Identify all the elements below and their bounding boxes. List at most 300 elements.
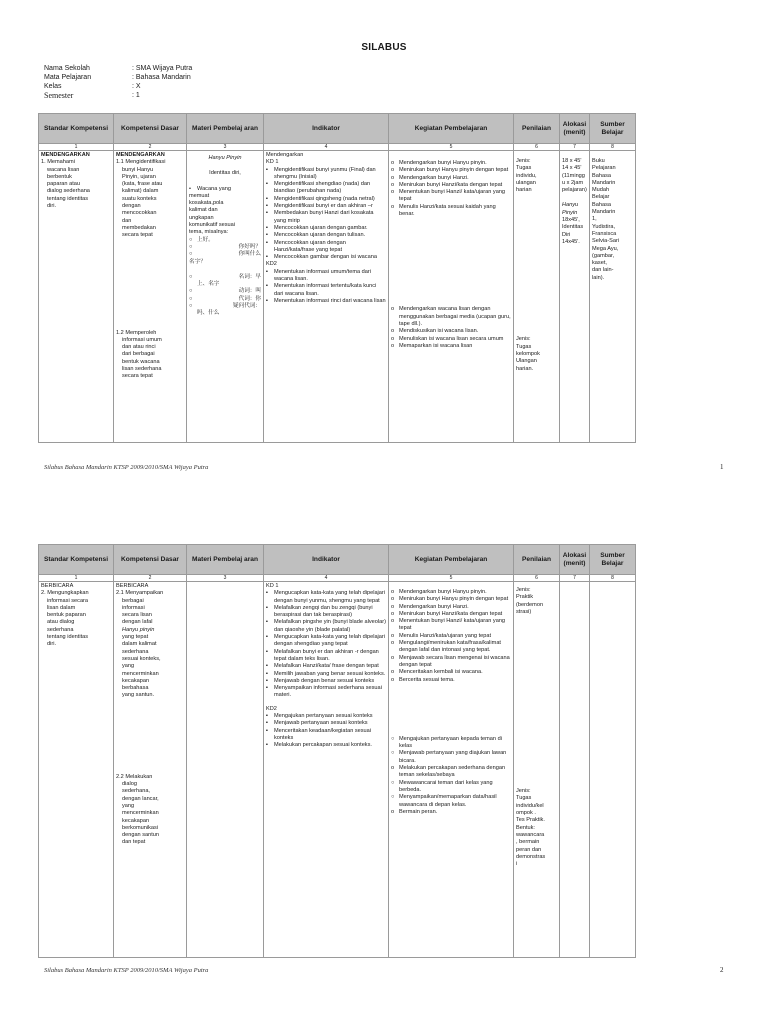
kegiatan-item: ○ Menyampaikan/memaparkan data/hasil wawancara di depan kelas. (391, 794, 511, 809)
indikator-line: Mengajukan pertanyaan sesuai konteks (274, 713, 373, 720)
kegiatan-line: Melakukan percakapan sederhana dengan teman sekelas/sebaya (399, 765, 506, 779)
header-row (39, 545, 636, 575)
kegiatan-line: Menceritakan kembali isi wacana. (399, 669, 483, 676)
kd-line: kecakapan (122, 677, 150, 684)
sk-heading: BERBICARA (41, 583, 74, 589)
cell-kompetensi-dasar (114, 151, 187, 443)
materi-line: ungkapan (189, 214, 214, 221)
page-number: 2 (720, 966, 724, 974)
materi-line: 上好。 (197, 236, 214, 243)
indikator-item: ▪ Mengidentifikasi bunyi er dan akhiran –r (266, 203, 386, 210)
kegiatan-item: ○ Mengajukan pertanyaan kepada teman di kelas (391, 736, 511, 751)
kegiatan-line: Menirukan bunyi Hanyu pinyin dengan tepat (399, 167, 509, 174)
content-row (39, 582, 636, 958)
kd-line: secara lisan (122, 612, 152, 619)
header-sumber: Sumber Belajar (590, 545, 636, 575)
penilaian-line: ompok . (516, 810, 536, 817)
kegiatan-item: o Menulis Hanzi/kata sesuai kaidah yang benar. (391, 204, 511, 219)
indikator-line: Melafalkan zengqi dan bu zengqi (bunyi beraspirasi dan tak beraspirasi) (274, 604, 373, 619)
document-page-1 (0, 0, 768, 500)
materi-bullet: ○ 代词：你 (189, 295, 261, 302)
cell-kompetensi-dasar (114, 582, 187, 958)
indikator-item: ▪ Memilih jawaban yang benar sesuai konteks. (266, 670, 386, 677)
indikator-item: ▪ Mengidentifikasi bunyi yunmu (Final) dan shengmu (Inisial) (266, 167, 386, 182)
cell-materi (187, 582, 264, 958)
kegiatan-item: o Mendiskusikan isi wacana lisan. (391, 328, 511, 335)
cell-sumber (590, 151, 636, 443)
sumber-line: Bahasa (592, 201, 611, 208)
penilaian-line: wawancara (516, 831, 545, 838)
penilaian-line: (berdemon (516, 601, 544, 608)
sumber-line: Mudah (592, 187, 610, 194)
indikator-line: Menjawab pertanyaan sesuai konteks (274, 720, 368, 727)
header-kegiatan: Kegiatan Pembelajaran (389, 114, 514, 144)
kd-line: sederhana, (122, 788, 150, 795)
penilaian-line: Tugas (516, 343, 532, 350)
indikator-line: Mencocokkan ujaran dengan tulisan. (274, 232, 366, 239)
kd-line: kalimat) dalam (122, 188, 159, 195)
sumber-line: dan lain- (592, 267, 614, 274)
kd-line: berbagai (122, 597, 144, 604)
indikator-item: ▪ Menceritakan keadaan/kegiatan sesuai konteks (266, 728, 386, 743)
kd-line: dengan (122, 203, 141, 210)
syllabus-table-page-2 (38, 544, 636, 958)
indikator-item: ▪ Mengucapkan kata-kata yang telah dipelajari dengan bunyi yunmu, shengmu yang tepat (266, 590, 386, 604)
sk-line: diri. (47, 203, 57, 210)
penilaian-line: harian. (516, 365, 534, 372)
kd-line: informasi umum (122, 336, 162, 343)
column-number: 2 (114, 144, 187, 151)
column-number: 4 (264, 575, 389, 582)
indikator-item: ▪ Mengidentifikasi shengdiao (nada) dan biandiao (perubahan nada) (266, 181, 386, 196)
kegiatan-line: Menyampaikan/memaparkan data/hasil wawancara di depan kelas. (399, 794, 497, 808)
kegiatan-item: o Menjawab secara lisan mengenai isi wacana dengan tepat (391, 654, 510, 668)
content-row (39, 151, 636, 443)
column-number: 8 (590, 575, 636, 582)
kd-line: dan (122, 217, 132, 224)
cell-alokasi (560, 582, 590, 958)
kd-line: suatu konteks (122, 195, 157, 202)
penilaian-line: Bentuk: (516, 824, 535, 831)
sk-heading: MENDENGARKAN (41, 152, 90, 158)
header-materi: Materi Pembelaj aran (187, 545, 264, 575)
kegiatan-item: o Menirukan bunyi Hanyu pinyin dengan tepat (391, 167, 511, 174)
cell-indikator (264, 582, 389, 958)
kd-line: 2.2 Melakukan (116, 773, 153, 780)
kd-line: mencocokkan (122, 210, 157, 217)
materi-line: 疑问代词： (233, 303, 261, 310)
sk-line: atau dialog (47, 619, 75, 626)
alokasi-line: 18x45', (562, 217, 580, 224)
kd-line: bunyi Hanyu (122, 166, 154, 173)
sumber-line: Pelajaran (592, 165, 616, 172)
column-number: 8 (590, 144, 636, 151)
cell-standar-kompetensi (39, 151, 114, 443)
kegiatan-item: o Menulis Hanzi/kata/ujaran yang tepat (391, 633, 511, 640)
kd-line: berbahasa (122, 685, 149, 692)
kd-line: dengan lancar, (122, 795, 159, 802)
kd-line: kecakapan (122, 817, 150, 824)
meta-row (44, 91, 192, 100)
header-standar-kompetensi: Standar Kompetensi (39, 114, 114, 144)
materi-bullet: ○ 你叫什么 (189, 251, 261, 258)
kegiatan-item: ○ Menjawab pertanyaan yang diajukan lawan bicara. (391, 750, 511, 765)
meta-row (44, 73, 192, 82)
materi-line: Hanyu Pinyin (208, 155, 242, 161)
header-row (39, 114, 636, 144)
indikator-line: Melakukan percakapan sesuai konteks. (274, 742, 372, 749)
materi-line: Identitas diri, (209, 170, 241, 177)
sumber-line: kaset, (592, 260, 607, 267)
kegiatan-line: Mendengarkan bunyi Hanyu pinyin. (399, 589, 487, 595)
sumber-line: 1, (592, 216, 597, 223)
column-number-row (39, 575, 636, 582)
penilaian-line: demonstras (516, 853, 546, 860)
indikator-item: ▪ Melafalkan bunyi er dan akhiran -r dengan tepat dalam teks lisan. (266, 649, 386, 664)
meta-key: Mata Pelajaran (44, 74, 92, 81)
indikator-line: Mencocokkan gambar dengan isi wacana (274, 254, 377, 261)
materi-line: memuat (189, 192, 210, 199)
kd-line: yang (122, 663, 135, 670)
kd-line: bentuk wacana (122, 358, 160, 365)
indikator-line: Mendengarkan (266, 152, 304, 158)
page-number: 1 (720, 463, 724, 471)
kegiatan-item: o Menentukan bunyi Hanzi/ kata/ujaran yang tepat (391, 618, 511, 633)
kegiatan-line: Menentukan bunyi Hanzi/ kata/ujaran yang tepat (399, 189, 506, 203)
sk-line: dialog sederhana (47, 188, 90, 195)
kegiatan-item: o Menuliskan isi wacana lisan secara umum (391, 336, 511, 343)
kegiatan-line: Mendiskusikan isi wacana lisan. (399, 328, 479, 335)
indikator-line: Melafalkan Hanzi/kata/ frase dengan tepat (274, 663, 379, 670)
sk-line: paparan atau (47, 181, 80, 188)
sumber-line: Bahasa (592, 172, 611, 179)
indikator-line: Mencocokkan ujaran dengan gambar. (274, 224, 368, 231)
header-kompetensi-dasar: Kompetensi Dasar (114, 114, 187, 144)
column-number: 2 (114, 575, 187, 582)
kegiatan-line: Mengulangi/menirukan kata/frasa/kalimat dengan lafal dan intonasi yang tepat. (399, 640, 501, 654)
column-number: 3 (187, 144, 264, 151)
penilaian-line: harian (516, 187, 532, 194)
column-number: 3 (187, 575, 264, 582)
header-alokasi: Alokasi (menit) (560, 545, 590, 575)
kd-line: mencerminkan (122, 810, 159, 817)
sk-line: 2. Mengungkapkan (41, 590, 89, 597)
penilaian-line: strasi) (516, 608, 532, 615)
indikator-line: Mencocokkan ujaran dengan Hanzi/kata/frase yang tepat (274, 239, 346, 253)
indikator-line: Memilih jawaban yang benar sesuai konteks. (274, 670, 386, 677)
materi-bullet: ○ 疑问代词： (189, 303, 261, 310)
indikator-line: Menentukan informasi tertentu/kata kunci dari wacana lisan. (274, 283, 377, 297)
indikator-item: ▪ Melafalkan pingshe yin (bunyi blade alveolar) dan qiaoshe yin (blade palatal) (266, 619, 386, 633)
meta-value: : Bahasa Mandarin (132, 74, 191, 81)
penilaian-line: ulangan (516, 179, 536, 186)
sk-line: 1. Memahami (41, 159, 75, 166)
column-number: 1 (39, 144, 114, 151)
indikator-line: Membedakan bunyi Hanzi dari kosakata yang mirip (274, 210, 374, 224)
materi-line: tema, misalnya: (189, 229, 229, 236)
header-alokasi: Alokasi (menit) (560, 114, 590, 144)
alokasi-line: Hanyu (562, 202, 579, 209)
indikator-line: Mengucapkan kata-kata yang telah dipelajari dengan shengdiao yang tepat (274, 634, 386, 648)
meta-key: Nama Sekolah (44, 65, 90, 72)
kd-line: dengan santun (122, 832, 160, 839)
column-number: 5 (389, 144, 514, 151)
kegiatan-line: Menirukan bunyi Hanzi/kata dengan tepat (399, 610, 503, 617)
indikator-item: ▪ Menyampaikan informasi sederhana sesuai materi. (266, 685, 386, 700)
kegiatan-line: Bermain peran. (399, 808, 438, 815)
indikator-item: ▪ Mengidentifikasi qingsheng (nada netral) (266, 196, 386, 203)
kegiatan-line: Menirukan bunyi Hanzi/kata dengan tepat (399, 181, 503, 188)
meta-row (44, 82, 192, 91)
column-number: 7 (560, 575, 590, 582)
indikator-line: Menjawab dengan benar sesuai konteks (274, 677, 375, 684)
kd-line: yang (122, 802, 135, 809)
penilaian-line: Tugas (516, 165, 532, 172)
materi-bullet: ○ 名词：早 (189, 273, 261, 280)
indikator-item: ▪ Mencocokkan gambar dengan isi wacana (266, 254, 386, 261)
indikator-line: Mengidentifikasi bunyi yunmu (Final) dan shengmu (Inisial) (274, 166, 376, 180)
kd-heading: MENDENGARKAN (116, 152, 165, 158)
kd-line: berkomunikasi (122, 824, 159, 831)
meta-value: : SMA Wijaya Putra (132, 65, 193, 72)
kegiatan-item: o Mendengarkan bunyi Hanzi. (391, 604, 511, 611)
kegiatan-item: o Mendengarkan bunyi Hanzi. (391, 175, 511, 182)
page-footer: Silabus Bahasa Mandarin KTSP 2009/2010/SMA Wijaya Putra (44, 464, 209, 471)
column-number: 1 (39, 575, 114, 582)
sumber-line: lain). (592, 274, 605, 281)
indikator-item: ▪ Mencocokkan ujaran dengan Hanzi/kata/frase yang tepat (266, 240, 386, 255)
materi-bullet: ○ 你好吗？ (189, 243, 261, 250)
cell-penilaian (514, 582, 560, 958)
sk-line: tentang identitas (47, 195, 89, 202)
sumber-line: Mandarin (592, 209, 616, 216)
indikator-line: Mengidentifikasi bunyi er dan akhiran –r (274, 203, 373, 210)
kegiatan-line: Menulis Hanzi/kata sesuai kaidah yang benar. (399, 203, 496, 218)
indikator-item: ▪ Melafalkan Hanzi/kata/ frase dengan tepat (266, 663, 386, 670)
kd-line: 1.1 Mengidentifikasi (116, 159, 166, 166)
meta-value: : 1 (132, 92, 140, 99)
kd-line: mencerminkan (122, 670, 159, 677)
penilaian-line: Jenis: (516, 587, 531, 593)
kd-line: sederhana (122, 648, 149, 655)
materi-line: 名字？ (189, 258, 206, 265)
materi-line: 名词：早 (238, 273, 261, 280)
kegiatan-line: Menentukan bunyi Hanzi/ kata/ujaran yang tepat (399, 618, 506, 632)
penilaian-line: kelompok (516, 351, 540, 358)
kd-line: secara tepat (122, 232, 153, 239)
kd-line: membedakan (122, 224, 156, 231)
sumber-line: Buku (592, 158, 605, 164)
indikator-line: Melafalkan bunyi er dan akhiran -r dengan tepat dalam teks lisan. (274, 648, 379, 662)
kd-heading: BERBICARA (116, 583, 149, 589)
kegiatan-line: Menjawab secara lisan mengenai isi wacana dengan tepat (399, 654, 510, 668)
cell-indikator (264, 151, 389, 443)
materi-line: 动词：叫 (238, 288, 261, 295)
meta-key: Semester (44, 91, 74, 100)
kd-line: yang tepat (122, 634, 149, 641)
materi-line: 吗、什么 (197, 310, 220, 317)
sumber-line: Belajar (592, 194, 610, 201)
indikator-item: ▪ Membedakan bunyi Hanzi dari kosakata yang mirip (266, 210, 386, 225)
kegiatan-item: o Bermain peran. (391, 809, 511, 816)
sk-line: sederhana (47, 626, 74, 633)
header-sumber: Sumber Belajar (590, 114, 636, 144)
materi-line: komunikatif sesuai (189, 222, 236, 229)
kegiatan-line: Menjawab pertanyaan yang diajukan lawan bicara. (399, 750, 507, 764)
column-number: 7 (560, 144, 590, 151)
kegiatan-item: o Menirukan bunyi Hanzi/kata dengan tepat (391, 611, 511, 618)
kd-line: (kata, frase atau (122, 181, 163, 188)
meta-value: : X (132, 83, 141, 90)
sumber-line: Selvia-Sari (592, 238, 620, 245)
cell-penilaian (514, 151, 560, 443)
penilaian-line: Jenis: (516, 788, 531, 795)
indikator-item: ▪ Menjawab dengan benar sesuai konteks (266, 678, 386, 685)
kegiatan-line: Memaparkan isi wacana lisan (399, 342, 473, 349)
indikator-line: Mengucapkan kata-kata yang telah dipelajari dengan bunyi yunmu, shengmu yang tepat (274, 590, 386, 604)
alokasi-line: Pinyin (562, 209, 578, 216)
column-number: 4 (264, 144, 389, 151)
cell-standar-kompetensi (39, 582, 114, 958)
kegiatan-item: o Mengulangi/menirukan kata/frasa/kalimat dengan lafal dan intonasi yang tepat. (391, 640, 511, 655)
materi-bullet: ○ 上好。 (189, 237, 261, 244)
kegiatan-item: o Menirukan bunyi Hanzi/kata dengan tepat (391, 182, 511, 189)
indikator-line: Mengidentifikasi qingsheng (nada netral) (274, 195, 375, 202)
kd-line: informasi (122, 604, 145, 611)
penilaian-line: Tes Praktik. (516, 817, 545, 824)
sk-line: informasi secara (47, 597, 89, 604)
kd-line: dari berbagai (122, 351, 155, 358)
penilaian-line: Jenis: (516, 336, 531, 343)
page-footer: Silabus Bahasa Mandarin KTSP 2009/2010/SMA Wijaya Putra (44, 967, 209, 974)
kegiatan-line: Menirukan bunyi Hanyu pinyin dengan tepat (399, 596, 509, 603)
sk-line: lisan dalam (47, 604, 76, 611)
kegiatan-item: o Menceritakan kembali isi wacana. (391, 669, 511, 676)
penilaian-line: peran dan (516, 846, 542, 853)
header-indikator: Indikator (264, 114, 389, 144)
indikator-item: ▪ Mengajukan pertanyaan sesuai konteks (266, 713, 386, 720)
indikator-line: KD 1 (266, 583, 279, 589)
header-standar-kompetensi: Standar Kompetensi (39, 545, 114, 575)
kegiatan-item: o Bercerita sesuai tema. (391, 677, 511, 684)
kd-line: Hanyu pinyin (122, 626, 155, 633)
cell-kegiatan (389, 151, 514, 443)
indikator-item: ▪ Mencocokkan ujaran dengan gambar. (266, 225, 386, 232)
sk-line: diri. (47, 641, 57, 648)
alokasi-line: 18 x 45' (562, 158, 582, 164)
header-penilaian: Penilaian (514, 545, 560, 575)
indikator-item: ▪ Mencocokkan ujaran dengan tulisan. (266, 232, 386, 239)
sumber-line: Yudistira, (592, 223, 616, 230)
materi-line: kalimat dan (189, 207, 218, 214)
alokasi-line: Diri (562, 231, 571, 238)
indikator-item: ▪ Menjawab pertanyaan sesuai konteks (266, 720, 386, 727)
indikator-line: Menceritakan keadaan/kegiatan sesuai konteks (274, 727, 372, 741)
materi-line: 你好吗？ (238, 243, 261, 250)
indikator-line: Mengidentifikasi shengdiao (nada) dan biandiao (perubahan nada) (274, 181, 371, 195)
kd-line: secara tepat (122, 373, 153, 380)
indikator-line: Menentukan informasi rinci dari wacana lisan (274, 297, 386, 304)
kd-line: 2.1 Menyampaikan (116, 590, 164, 597)
column-number: 6 (514, 144, 560, 151)
kegiatan-item: o Mendengarkan bunyi Hanyu pinyin. (391, 160, 511, 167)
kd-line: lisan sederhana (122, 366, 162, 373)
alokasi-line: Identitas (562, 224, 584, 231)
kd-line: dan tepat (122, 839, 146, 846)
penilaian-line: Jenis: (516, 158, 531, 164)
kd-line: yang santun. (122, 692, 155, 699)
indikator-line: Menyampaikan informasi sederhana sesuai materi. (274, 685, 382, 699)
kd-line: sesuai konteks, (122, 655, 161, 662)
alokasi-line: 14 x 45' (562, 165, 582, 172)
kd-line: dengan lafal (122, 619, 153, 626)
header-materi: Materi Pembelaj aran (187, 114, 264, 144)
document-page-2 (0, 500, 768, 1024)
kd-line: dalam kalimat (122, 641, 157, 648)
indikator-item: ▪ Mengucapkan kata-kata yang telah dipelajari dengan shengdiao yang tepat (266, 634, 386, 648)
kd-line: 1.2 Memperoleh (116, 329, 157, 336)
cell-sumber (590, 582, 636, 958)
kd-line: Pinyin, ujaran (122, 173, 156, 180)
indikator-item: ▪ Melakukan percakapan sesuai konteks. (266, 742, 386, 749)
sumber-line: Fransisca (592, 230, 617, 237)
indikator-item: ▪ Melafalkan zengqi dan bu zengqi (bunyi beraspirasi dan tak beraspirasi) (266, 605, 386, 620)
cell-materi (187, 151, 264, 443)
materi-line: 你叫什么 (238, 251, 261, 258)
alokasi-line: u x 2jam (562, 179, 584, 186)
cell-kegiatan (389, 582, 514, 958)
indikator-line: Melafalkan pingshe yin (bunyi blade alveolar) dan qiaoshe yin (blade palatal) (274, 619, 386, 633)
header-indikator: Indikator (264, 545, 389, 575)
materi-line: 代词：你 (238, 295, 261, 302)
penilaian-line: individu/kel (516, 802, 544, 809)
indikator-item: ▪ Menentukan informasi tertentu/kata kunci dari wacana lisan. (266, 283, 386, 298)
header-kegiatan: Kegiatan Pembelajaran (389, 545, 514, 575)
header-penilaian: Penilaian (514, 114, 560, 144)
kegiatan-line: Bercerita sesuai tema. (399, 676, 455, 683)
document-title: SILABUS (361, 42, 407, 53)
meta-row (44, 64, 192, 73)
kegiatan-item: ○ Mewawancarai teman dari kelas yang berbeda. (391, 780, 511, 795)
kegiatan-line: Mendengarkan wacana lisan dengan menggunakan berbagai media (ucapan guru, tape dll.). (399, 306, 511, 327)
column-number: 5 (389, 575, 514, 582)
kd-line: dan atau rinci (122, 344, 156, 351)
alokasi-line: 14x45'. (562, 238, 580, 245)
sumber-line: Mandarin (592, 179, 616, 186)
kegiatan-item: o Mendengarkan bunyi Hanyu pinyin. (391, 589, 511, 596)
sk-line: wacana lisan (47, 166, 80, 173)
kegiatan-line: Mengajukan pertanyaan kepada teman di kelas (399, 735, 502, 750)
kegiatan-item: o Memaparkan isi wacana lisan (391, 343, 511, 350)
kegiatan-line: Mendengarkan bunyi Hanzi. (399, 603, 469, 610)
syllabus-table-page-1 (38, 113, 636, 443)
materi-bullet: ○ 动词：叫 (189, 288, 261, 295)
meta-key: Kelas (44, 83, 62, 90)
penilaian-line: Tugas (516, 795, 532, 802)
sk-line: tentang identitas (47, 634, 89, 641)
indikator-line: Menentukan informasi umum/tema dari wacana lisan. (274, 268, 372, 283)
indikator-item: ▪ Menentukan informasi rinci dari wacana lisan (266, 297, 386, 304)
penilaian-line: Ulangan (516, 358, 537, 365)
kegiatan-line: Mendengarkan bunyi Hanzi. (399, 174, 469, 181)
indikator-line: KD2 (266, 261, 277, 268)
indikator-line: KD 1 (266, 159, 279, 166)
penilaian-line: individu, (516, 172, 537, 179)
kegiatan-line: Mendengarkan bunyi Hanyu pinyin. (399, 160, 487, 166)
column-number: 6 (514, 575, 560, 582)
materi-line: kosakata,pola (189, 200, 224, 207)
materi-line: 上、名字 (197, 281, 220, 288)
